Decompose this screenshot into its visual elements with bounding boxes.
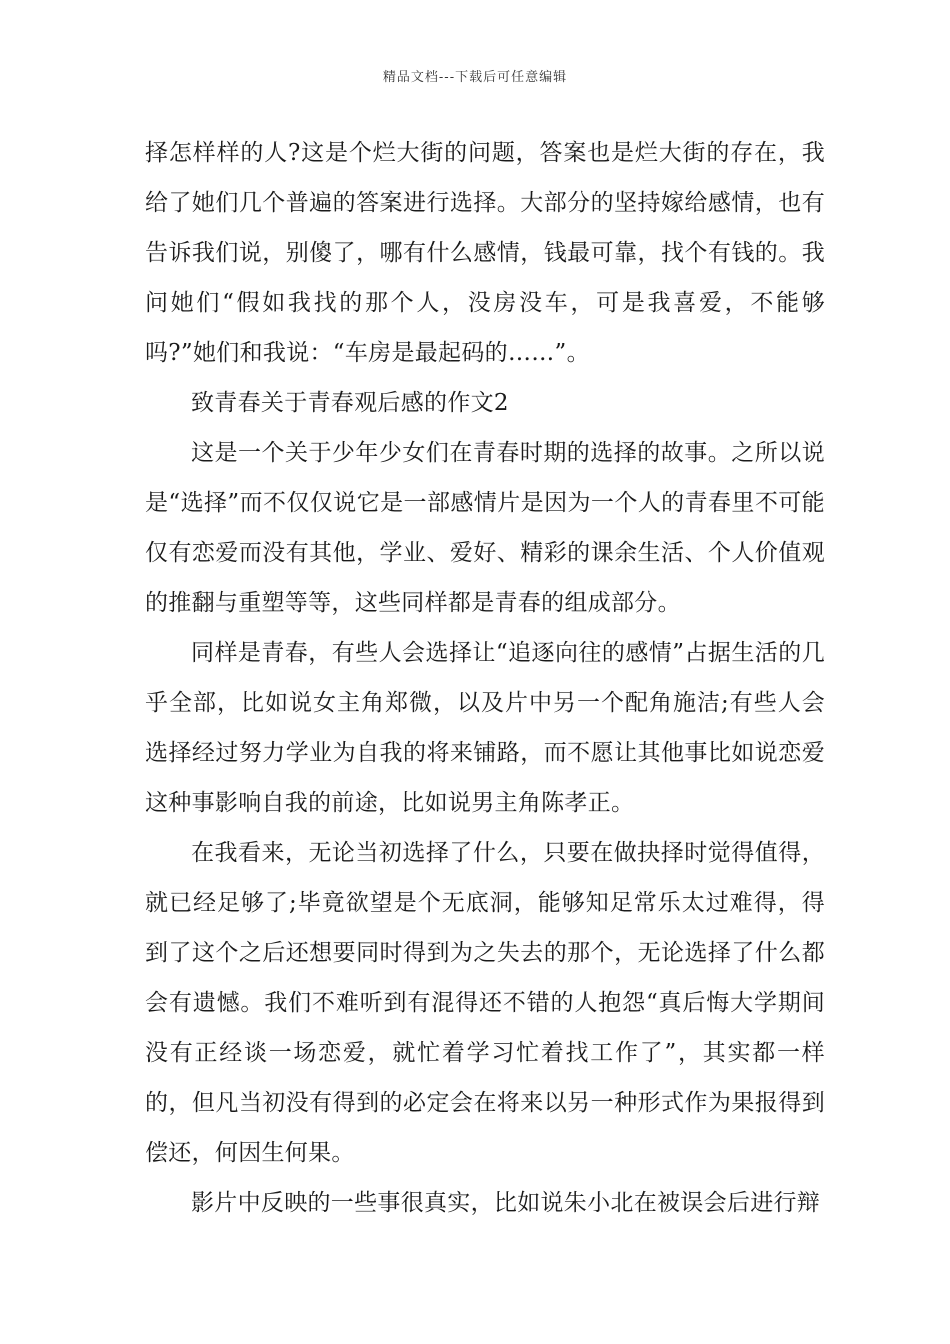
document-body [145, 128, 825, 1228]
paragraph-1: 择怎样样的人?这是个烂大街的问题，答案也是烂大街的存在，我给了她们几个普遍的答案进行选择。大部分的坚持嫁给感情，也有告诉我们说，别傻了，哪有什么感情，钱最可靠，找个有钱的。我问她们“假如我找的那个人，没房没车，可是我喜爱，不能够吗?”她们和我说：“车房是最起码的……”。 [145, 140, 825, 366]
paragraph-3: 同样是青春，有些人会选择让“追逐向往的感情”占据生活的几乎全部，比如说女主角郑微，以及片中另一个配角施洁;有些人会选择经过努力学业为自我的将来铺路，而不愿让其他事比如说恋爱这种事影响自我的前途，比如说男主角陈孝正。 [145, 640, 825, 816]
paragraph-5: 影片中反映的一些事很真实，比如说朱小北在被误会后进行辩 [191, 1190, 821, 1216]
section-heading: 致青春关于青春观后感的作文2 [191, 390, 509, 416]
paragraph-4: 在我看来，无论当初选择了什么，只要在做抉择时觉得值得，就已经足够了;毕竟欲望是个无底洞，能够知足常乐太过难得，得到了这个之后还想要同时得到为之失去的那个，无论选择了什么都会有遗憾。我们不难听到有混得还不错的人抱怨“真后悔大学期间没有正经谈一场恋爱，就忙着学习忙着找工作了”，其实都一样的，但凡当初没有得到的必定会在将来以另一种形式作为果报得到偿还，何因生何果。 [145, 840, 825, 1166]
page-header: 精品文档---下载后可任意编辑 [382, 70, 568, 85]
paragraph-2: 这是一个关于少年少女们在青春时期的选择的故事。之所以说是“选择”而不仅仅说它是一部感情片是因为一个人的青春里不可能仅有恋爱而没有其他，学业、爱好、精彩的课余生活、个人价值观的推翻与重塑等等，这些同样都是青春的组成部分。 [145, 440, 825, 616]
